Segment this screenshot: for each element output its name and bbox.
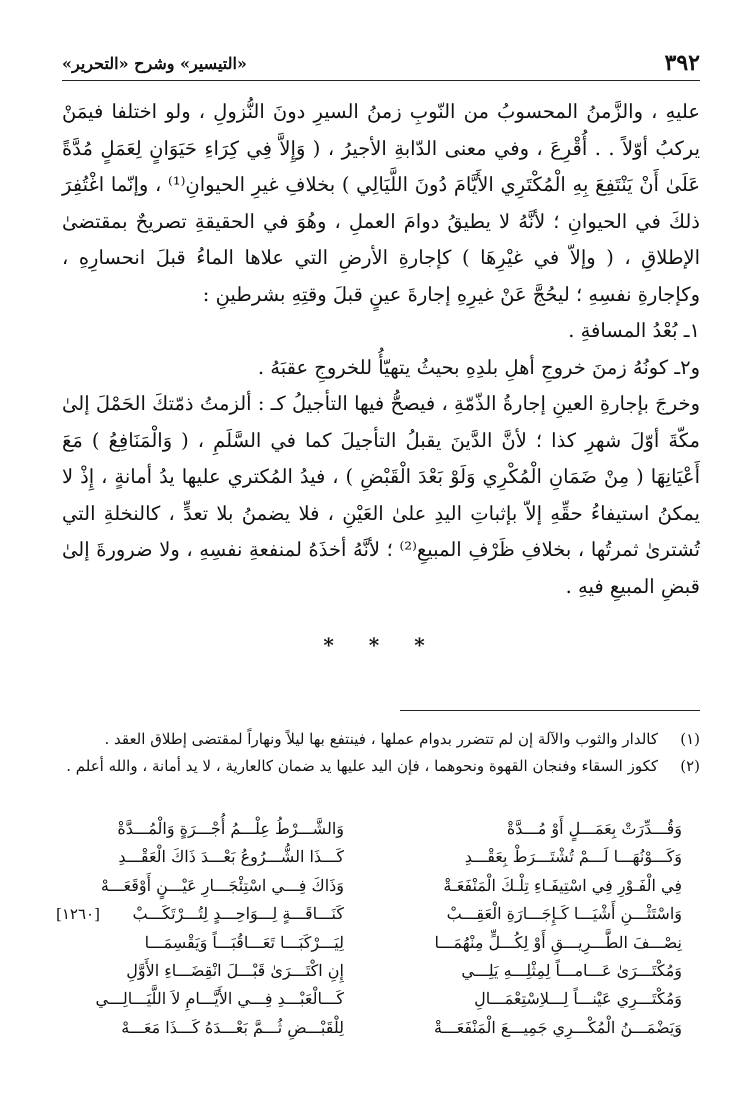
verse-first-hemistich: وَكَـــوْنُهَـــا لَـــمْ تُشْتَـــرَطْ بِعَقْـــدِ (464, 847, 682, 867)
paragraph: و٢ـ كونُهُ زمنَ خروجِ أهلِ بلدِهِ بحيثُ يتهيّأُ للخروجِ عقبَهُ . (257, 355, 700, 379)
main-text (62, 94, 700, 605)
verse-second-hemistich (92, 843, 344, 871)
verse-second-hemistich-text: كَـــالْعَبْـــدِ فِـــي الأَيَّـــامِ لاَ اللَّيَـــالِـــي (95, 989, 344, 1009)
poem-verse (62, 957, 700, 985)
verse-second-hemistich (92, 985, 344, 1013)
footnote (62, 753, 700, 780)
verse-number: [١٢٦٠] (56, 905, 100, 924)
verse-second-hemistich-text: إِنِ اكْتَـــرَىٰ قَبْـــلَ انْقِضَـــاءِ الأَوَّلِ (126, 960, 344, 980)
section-separator: * * * (323, 633, 439, 657)
page-number: ٣٩٢ (664, 50, 700, 76)
verse-second-hemistich (56, 900, 344, 928)
poem-verse (62, 929, 700, 957)
verse-second-hemistich-text: لِيَـــرْكَبَـــا تَعَـــاقُبَـــاً وَيَقْسِمَـــا (144, 932, 344, 952)
footnotes (62, 726, 700, 780)
verse-first-hemistich: فِي الْفَـوْرِ فِي اسْتِيفَـاءِ تِلْـكَ الْمَنْفَعَـةْ (443, 875, 682, 895)
footnote-number: (٢) (680, 757, 700, 775)
poem-verse (62, 1014, 700, 1042)
poem-verse (62, 843, 700, 871)
verse-second-hemistich-text: لِلْقَبْـــضِ ثُـــمَّ بَعْـــدَهُ كَـــذَا مَعَـــهْ (121, 1017, 344, 1037)
verse-second-hemistich-text: كَـــذَا الشُّـــرُوعُ بَعْـــدَ ذَاكَ الْعَقْـــدِ (118, 847, 344, 867)
verse-first-hemistich: وَمُكْتَـــرِي عَيْنـــاً لِـــلاِسْتِعْمَـــالِ (474, 989, 682, 1009)
poem-verse (62, 815, 700, 843)
verse-first-hemistich: وَمُكْتَـــرَىٰ عَـــامـــاً لِمِثْلِـــهِ يَلِـــي (461, 960, 682, 980)
paragraph: ١ـ بُعْدُ المسافةِ . (568, 319, 700, 342)
verse-first-hemistich: وَقُـــدِّرَتْ بِعَمَـــلٍ أَوْ مُـــدَّةْ (506, 819, 682, 838)
footnote (62, 726, 700, 753)
verse-second-hemistich (92, 815, 344, 843)
verse-second-hemistich (92, 1014, 344, 1042)
verse-first-hemistich: نِصْـــفَ الطَّـــرِيـــقِ أَوْ لِكُـــلٍّ مِنْهُمَـــا (434, 932, 682, 952)
verse-second-hemistich-text: وَالشَّـــرْطُ عِلْـــمُ أُجْـــرَةٍ وَالْمُـــدَّةْ (117, 819, 344, 838)
running-title: «التيسير» وشرح «التحرير» (62, 54, 247, 73)
footnote-text: ككوز السقاء وفنجان القهوة ونحوهما ، فإن اليد عليها يد ضمان كالعارية ، لا يد أمانة ، والله أعلم . (66, 757, 658, 775)
paragraph: وخرجَ بإجارةِ العينِ إجارةُ الذّمّةِ ، فيصحُّ فيها التأجيلُ كـ : ألزمتُ ذمّتكَ الحَمْلَ إلىٰ مكّةَ أوّلَ شهرِ كذا ؛ لأنَّ الدَّينَ يقبلُ التأجيلَ كما في السَّلَمِ ، ( وَالْمَنَافِعُ ) مَعَ أَعْيَانِهَا ( مِنْ ضَمَانِ الْمُكْرِي وَلَوْ بَعْدَ الْقَبْضِ ) ، فيدُ المُكتري عليها يدُ أمانةٍ ، إِذْ لا يمكنُ استيفاءُ حقِّهِ إلاّ بإثباتِ اليدِ علىٰ العَيْنِ ، فلا يضمنُ بلا تعدٍّ ، كالنخلةِ التي تُشترىٰ ثمرتُها ، بخلافِ ظَرْفِ المبيعِ⁽²⁾ ؛ لأنَّهُ أخذَهُ لمنفعةِ نفسِهِ ، ولا ضرورةَ إلىٰ قبضِ المبيعِ فيهِ . (62, 392, 700, 598)
verse-second-hemistich (92, 957, 344, 985)
verse-first-hemistich: وَيَضْمَـــنُ الْمُكْـــرِي جَمِيـــعَ الْمَنْفَعَـــةْ (433, 1017, 682, 1037)
footnote-number: (١) (680, 730, 700, 748)
book-page (56, 48, 701, 1088)
verse-first-hemistich: وَاسْتَثْـــنِ أَشْيَـــا كَـإِجَـــارَةِ الْعَقِـــبْ (446, 904, 682, 924)
poem-verse (62, 872, 700, 900)
verse-second-hemistich-text: كَنَـــاقَـــةٍ لِـــوَاحِـــدٍ لِتُـــرْتَكَـــبْ (132, 904, 344, 924)
poem-verse (56, 900, 700, 928)
poem (56, 815, 700, 1042)
footnote-text: كالدار والثوب والآلة إن لم تتضرر بدوام عملها ، فينتفع بها ليلاً ونهاراً لمقتضى إطلاق العقد . (104, 730, 658, 748)
footnote-divider (400, 710, 700, 711)
verse-second-hemistich-text: وَذَاكَ فِـــي اسْتِئْجَـــارِ عَيْـــنٍ أَوْقَعَـــهْ (100, 875, 344, 895)
page-header (62, 48, 700, 81)
verse-second-hemistich (92, 872, 344, 900)
verse-second-hemistich (92, 929, 344, 957)
paragraph: عليهِ ، والزَّمنُ المحسوبُ من النّوبِ زمنُ السيرِ دونَ النُّزولِ ، ولو اختلفا فيمَنْ يركبُ أوّلاً . . أُقْرِعَ ، وفي معنى الدّابةِ الأجيرُ ، ( وَإِلاَّ فِي كِرَاءِ حَيَوَانٍ لِعَمَلٍ مُدَّةً عَلَىٰ أَنْ يَنْتَفِعَ بِهِ الْمُكْتَرِي الأَيَّامَ دُونَ اللَّيَالِي ) بخلافِ غيرِ الحيوانِ⁽¹⁾ ، وإنّما اغْتُفِرَ ذلكَ في الحيوانِ ؛ لأنَّهُ لا يطيقُ دوامَ العملِ ، وهُوَ في الحقيقةِ تصريحٌ بمقتضىٰ الإطلاقِ ، ( وإلاّ في غيْرِهَا ) كإجارةِ الأرضِ التي علاها الماءُ قبلَ انحسارِهِ ، وكإجارةِ نفسِهِ ؛ ليحُجَّ عَنْ غيرِهِ إجارةَ عينٍ قبلَ وقتِهِ بشرطينِ : (62, 100, 701, 306)
poem-verse (62, 985, 700, 1013)
